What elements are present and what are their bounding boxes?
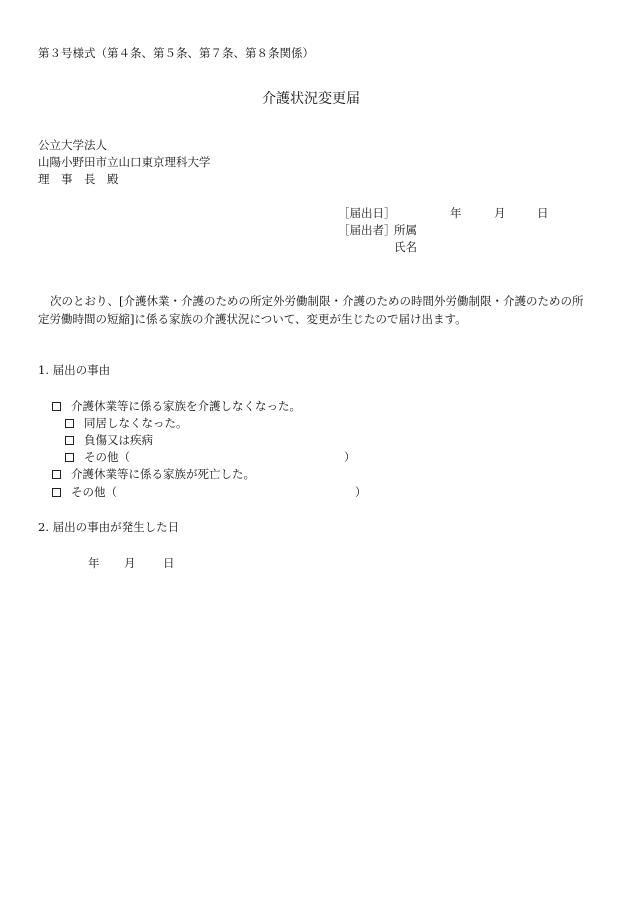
reason-item-1c-close: ）: [344, 450, 356, 464]
body-text: 次のとおり、[介護休業・介護のための所定外労働制限・介護のための時間外労働制限・介護のための所定労働時間の短縮]に係る家族の介護状況について、変更が生じたので届け出ます。: [38, 294, 584, 326]
addressee-line3: 理 事 長 殿: [38, 172, 119, 186]
reason-item-1c-label: その他（: [84, 450, 130, 464]
checkbox-icon[interactable]: [52, 470, 61, 479]
reason-item-1a-label: 同居しなくなった。: [84, 416, 188, 430]
addressee-line2: 山陽小野田市立山口東京理科大学: [38, 155, 211, 169]
addressee-line1: 公立大学法人: [38, 138, 107, 152]
affiliation-label: 所属: [394, 223, 417, 237]
form-number: 第３号様式（第４条、第５条、第７条、第８条関係）: [38, 46, 314, 60]
checkbox-icon[interactable]: [65, 453, 74, 462]
reason-item-1c[interactable]: [65, 449, 130, 465]
checkbox-icon[interactable]: [52, 488, 61, 497]
reason-item-1a[interactable]: [65, 415, 188, 431]
reason-item-1b[interactable]: [65, 432, 153, 448]
filing-date-label: ［届出日］: [338, 206, 396, 220]
filing-day: 日: [537, 206, 549, 220]
checkbox-icon[interactable]: [65, 419, 74, 428]
checkbox-icon[interactable]: [65, 436, 74, 445]
reason-item-3[interactable]: [52, 484, 117, 500]
filing-year: 年: [450, 206, 462, 220]
page-title: 介護状況変更届: [262, 91, 360, 107]
reason-item-1b-label: 負傷又は疾病: [84, 433, 153, 447]
reason-item-1-label: 介護休業等に係る家族を介護しなくなった。: [71, 399, 301, 413]
reason-item-2-label: 介護休業等に係る家族が死亡した。: [71, 467, 255, 481]
filer-label: ［届出者］: [338, 223, 396, 237]
section1-heading: 1. 届出の事由: [38, 363, 111, 377]
reason-item-3-close: ）: [355, 485, 367, 499]
checkbox-icon[interactable]: [52, 402, 61, 411]
section2-heading: 2. 届出の事由が発生した日: [38, 520, 180, 534]
occurrence-month: 月: [124, 556, 136, 570]
name-label: 氏名: [394, 240, 417, 254]
reason-item-3-label: その他（: [71, 485, 117, 499]
body-paragraph: [38, 292, 594, 328]
reason-item-1[interactable]: [52, 398, 301, 414]
reason-item-2[interactable]: [52, 466, 255, 482]
occurrence-year: 年: [88, 556, 100, 570]
occurrence-day: 日: [163, 556, 175, 570]
filing-month: 月: [494, 206, 506, 220]
